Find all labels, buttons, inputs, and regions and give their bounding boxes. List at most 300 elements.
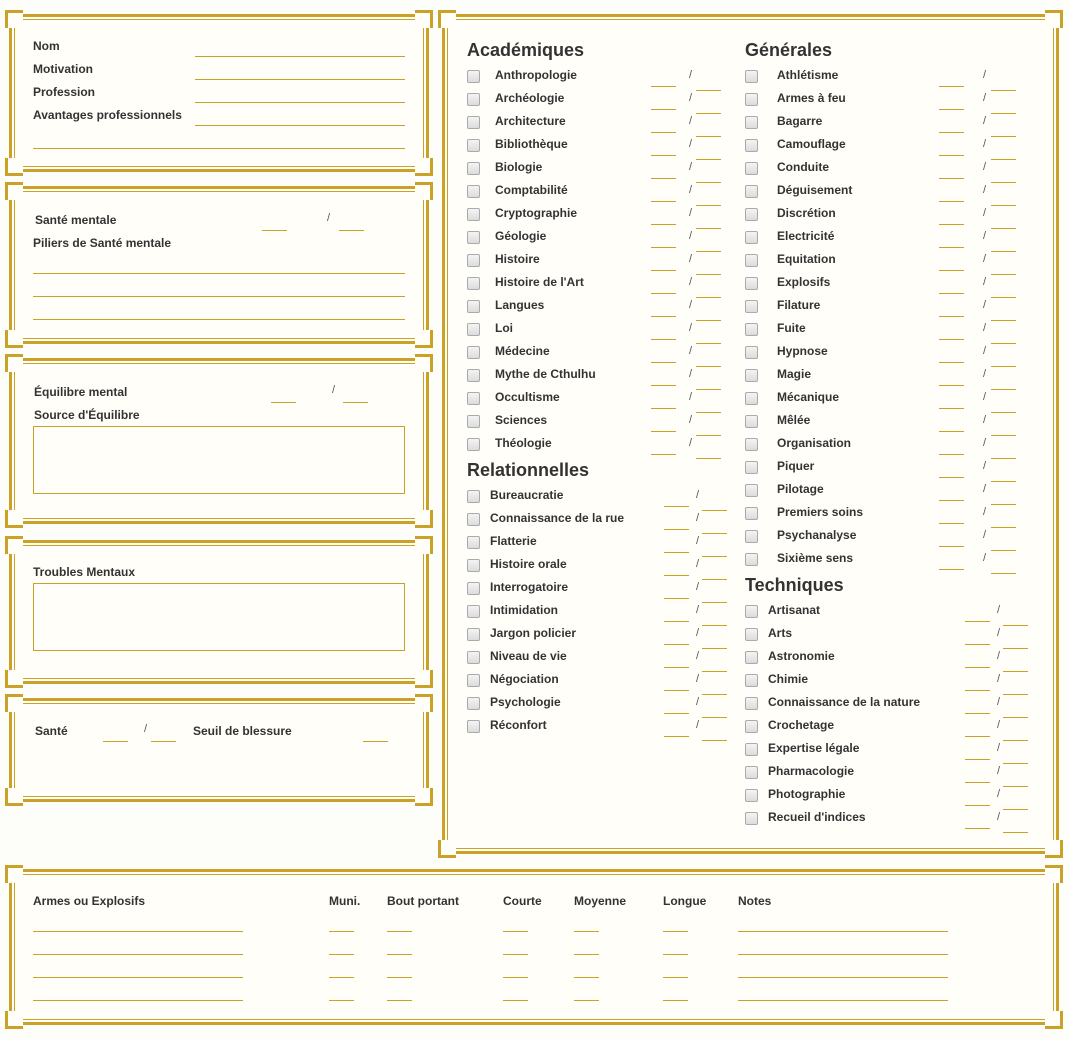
skill-value-input[interactable] (939, 500, 964, 501)
weapons-panel (9, 869, 1059, 1025)
separator-slash: / (997, 627, 1001, 639)
skill-value-input[interactable] (939, 339, 964, 340)
skill-value-input[interactable] (939, 132, 964, 133)
skill-value-input[interactable] (651, 316, 676, 317)
skill-checkbox[interactable] (467, 490, 480, 503)
skill-max-input[interactable] (991, 527, 1016, 528)
sante-current[interactable] (103, 741, 128, 742)
skill-label: Conduite (777, 160, 829, 174)
skill-value-input[interactable] (965, 736, 990, 737)
separator-slash: / (689, 230, 693, 242)
weapon-bout-input[interactable] (387, 931, 412, 932)
skill-max-input[interactable] (1003, 671, 1028, 672)
weapon-bout-input[interactable] (387, 954, 412, 955)
corner-ornament (5, 1011, 23, 1029)
skill-value-input[interactable] (939, 86, 964, 87)
skill-checkbox[interactable] (467, 231, 480, 244)
nom-label: Nom (33, 39, 60, 53)
skill-value-input[interactable] (939, 454, 964, 455)
skill-label: Jargon policier (490, 626, 577, 640)
skill-max-input[interactable] (696, 205, 721, 206)
skill-checkbox[interactable] (745, 766, 758, 779)
skill-checkbox[interactable] (745, 392, 758, 405)
weapons-moyenne-header: Moyenne (574, 894, 627, 908)
skill-value-input[interactable] (965, 713, 990, 714)
skill-value-input[interactable] (939, 431, 964, 432)
skill-value-input[interactable] (651, 155, 676, 156)
piliers-input-1[interactable] (33, 273, 405, 274)
skill-max-input[interactable] (696, 320, 721, 321)
skill-checkbox[interactable] (745, 461, 758, 474)
separator-slash: / (689, 92, 693, 104)
skill-label: Psychanalyse (777, 528, 857, 542)
skill-checkbox[interactable] (745, 605, 758, 618)
skill-max-input[interactable] (1003, 786, 1028, 787)
skill-max-input[interactable] (991, 343, 1016, 344)
skill-max-input[interactable] (696, 251, 721, 252)
sante-label: Santé (35, 724, 68, 738)
skill-value-input[interactable] (651, 385, 676, 386)
skill-checkbox[interactable] (745, 208, 758, 221)
skill-max-input[interactable] (1003, 740, 1028, 741)
skill-checkbox[interactable] (467, 536, 480, 549)
skill-checkbox[interactable] (745, 70, 758, 83)
skill-max-input[interactable] (696, 343, 721, 344)
weapon-muni-input[interactable] (329, 977, 354, 978)
skill-value-input[interactable] (965, 828, 990, 829)
skill-checkbox[interactable] (745, 507, 758, 520)
skill-value-input[interactable] (965, 690, 990, 691)
skill-checkbox[interactable] (467, 208, 480, 221)
skill-value-input[interactable] (664, 667, 689, 668)
skill-checkbox[interactable] (467, 93, 480, 106)
weapon-longue-input[interactable] (663, 931, 688, 932)
skill-value-input[interactable] (664, 621, 689, 622)
skill-checkbox[interactable] (467, 162, 480, 175)
separator-slash: / (983, 92, 987, 104)
weapon-name-input[interactable] (33, 1000, 243, 1001)
skill-value-input[interactable] (651, 224, 676, 225)
skill-max-input[interactable] (1003, 648, 1028, 649)
skill-max-input[interactable] (702, 533, 727, 534)
skill-max-input[interactable] (1003, 763, 1028, 764)
weapon-muni-input[interactable] (329, 931, 354, 932)
corner-ornament (5, 354, 23, 372)
skill-value-input[interactable] (939, 270, 964, 271)
skill-max-input[interactable] (991, 159, 1016, 160)
sante-mentale-max[interactable] (339, 230, 364, 231)
skill-label: Biologie (495, 160, 543, 174)
skill-value-input[interactable] (939, 362, 964, 363)
skill-checkbox[interactable] (745, 323, 758, 336)
skill-label: Hypnose (777, 344, 828, 358)
skill-max-input[interactable] (1003, 625, 1028, 626)
separator-slash: / (689, 69, 693, 81)
skill-checkbox[interactable] (467, 369, 480, 382)
skill-value-input[interactable] (651, 454, 676, 455)
skill-max-input[interactable] (991, 205, 1016, 206)
skill-max-input[interactable] (702, 740, 727, 741)
corner-ornament (5, 10, 23, 28)
skill-max-input[interactable] (991, 435, 1016, 436)
skill-max-input[interactable] (1003, 694, 1028, 695)
skill-max-input[interactable] (991, 320, 1016, 321)
skill-label: Pharmacologie (768, 764, 855, 778)
skill-max-input[interactable] (696, 113, 721, 114)
skill-max-input[interactable] (696, 366, 721, 367)
piliers-input-3[interactable] (33, 319, 405, 320)
skill-checkbox[interactable] (467, 720, 480, 733)
source-label: Source d'Équilibre (34, 408, 140, 422)
skill-max-input[interactable] (702, 671, 727, 672)
separator-slash: / (696, 673, 700, 685)
skill-checkbox[interactable] (467, 651, 480, 664)
skill-max-input[interactable] (702, 556, 727, 557)
sanity-panel (9, 186, 429, 344)
skill-max-input[interactable] (696, 389, 721, 390)
skill-checkbox[interactable] (467, 628, 480, 641)
skill-checkbox[interactable] (745, 628, 758, 641)
techniques-heading: Techniques (745, 575, 844, 595)
weapon-longue-input[interactable] (663, 977, 688, 978)
skill-checkbox[interactable] (467, 185, 480, 198)
weapon-notes-input[interactable] (738, 954, 948, 955)
source-textarea[interactable] (33, 426, 405, 494)
weapon-moyenne-input[interactable] (574, 977, 599, 978)
skill-checkbox[interactable] (745, 484, 758, 497)
skill-checkbox[interactable] (467, 323, 480, 336)
separator-slash: / (983, 184, 987, 196)
troubles-label: Troubles Mentaux (33, 565, 136, 579)
skill-value-input[interactable] (965, 759, 990, 760)
skill-checkbox[interactable] (467, 346, 480, 359)
skill-label: Bureaucratie (490, 488, 564, 502)
skill-label: Flatterie (490, 534, 537, 548)
skill-label: Equitation (777, 252, 836, 266)
seuil-label: Seuil de blessure (193, 724, 292, 738)
skill-max-input[interactable] (991, 251, 1016, 252)
skill-value-input[interactable] (664, 736, 689, 737)
motivation-input[interactable] (195, 79, 405, 80)
corner-ornament (5, 536, 23, 554)
skill-value-input[interactable] (664, 575, 689, 576)
skill-max-input[interactable] (991, 504, 1016, 505)
skill-value-input[interactable] (939, 178, 964, 179)
separator-slash: / (689, 437, 693, 449)
skill-checkbox[interactable] (467, 392, 480, 405)
separator-slash: / (689, 161, 693, 173)
skill-checkbox[interactable] (745, 231, 758, 244)
skill-max-input[interactable] (702, 602, 727, 603)
equilibre-label: Équilibre mental (34, 385, 128, 399)
skill-max-input[interactable] (696, 274, 721, 275)
separator-slash: / (696, 650, 700, 662)
skill-value-input[interactable] (965, 805, 990, 806)
skill-value-input[interactable] (651, 408, 676, 409)
skill-value-input[interactable] (965, 644, 990, 645)
corner-ornament (415, 510, 433, 528)
separator-slash: / (983, 69, 987, 81)
skill-checkbox[interactable] (467, 415, 480, 428)
skill-value-input[interactable] (965, 667, 990, 668)
skill-checkbox[interactable] (745, 438, 758, 451)
separator-slash: / (983, 437, 987, 449)
equilibre-current[interactable] (271, 402, 296, 403)
skill-max-input[interactable] (696, 159, 721, 160)
weapon-moyenne-input[interactable] (574, 931, 599, 932)
skill-checkbox[interactable] (745, 553, 758, 566)
skill-max-input[interactable] (991, 573, 1016, 574)
skill-checkbox[interactable] (467, 116, 480, 129)
avantages-input[interactable] (195, 125, 405, 126)
skill-value-input[interactable] (651, 201, 676, 202)
skill-value-input[interactable] (651, 362, 676, 363)
corner-ornament (415, 354, 433, 372)
skill-value-input[interactable] (965, 621, 990, 622)
skill-max-input[interactable] (702, 717, 727, 718)
skill-max-input[interactable] (702, 579, 727, 580)
seuil-input[interactable] (363, 741, 388, 742)
skill-value-input[interactable] (939, 155, 964, 156)
skill-checkbox[interactable] (467, 674, 480, 687)
skill-max-input[interactable] (696, 228, 721, 229)
troubles-textarea[interactable] (33, 583, 405, 651)
skill-checkbox[interactable] (745, 720, 758, 733)
weapon-bout-input[interactable] (387, 1000, 412, 1001)
skill-checkbox[interactable] (745, 185, 758, 198)
skill-checkbox[interactable] (467, 513, 480, 526)
profession-input[interactable] (195, 102, 405, 103)
skill-value-input[interactable] (651, 339, 676, 340)
skill-label: Déguisement (777, 183, 853, 197)
skill-max-input[interactable] (696, 136, 721, 137)
nom-input[interactable] (195, 56, 405, 57)
skill-label: Mécanique (777, 390, 840, 404)
skill-value-input[interactable] (664, 506, 689, 507)
skill-label: Discrétion (777, 206, 836, 220)
skill-value-input[interactable] (939, 385, 964, 386)
separator-slash: / (983, 529, 987, 541)
skill-checkbox[interactable] (745, 415, 758, 428)
skill-value-input[interactable] (939, 293, 964, 294)
skill-max-input[interactable] (702, 510, 727, 511)
skill-max-input[interactable] (702, 694, 727, 695)
equilibre-max[interactable] (343, 402, 368, 403)
weapon-courte-input[interactable] (503, 931, 528, 932)
skill-checkbox[interactable] (467, 582, 480, 595)
skill-value-input[interactable] (939, 523, 964, 524)
skill-value-input[interactable] (965, 782, 990, 783)
skill-max-input[interactable] (702, 625, 727, 626)
separator-slash: / (696, 512, 700, 524)
skill-checkbox[interactable] (467, 254, 480, 267)
skill-label: Connaissance de la nature (768, 695, 921, 709)
skill-max-input[interactable] (696, 297, 721, 298)
skill-max-input[interactable] (991, 458, 1016, 459)
skill-max-input[interactable] (1003, 809, 1028, 810)
skill-label: Recueil d'indices (768, 810, 866, 824)
weapon-notes-input[interactable] (738, 931, 948, 932)
skill-label: Piquer (777, 459, 815, 473)
skill-value-input[interactable] (651, 293, 676, 294)
skill-value-input[interactable] (664, 690, 689, 691)
weapon-courte-input[interactable] (503, 977, 528, 978)
weapon-muni-input[interactable] (329, 1000, 354, 1001)
skill-checkbox[interactable] (745, 674, 758, 687)
weapon-longue-input[interactable] (663, 954, 688, 955)
skill-value-input[interactable] (939, 408, 964, 409)
skill-value-input[interactable] (651, 178, 676, 179)
skill-checkbox[interactable] (467, 139, 480, 152)
weapons-longue-header: Longue (663, 894, 707, 908)
skill-value-input[interactable] (664, 598, 689, 599)
skill-value-input[interactable] (651, 270, 676, 271)
skill-label: Théologie (495, 436, 552, 450)
piliers-input-2[interactable] (33, 296, 405, 297)
skill-label: Cryptographie (495, 206, 578, 220)
skill-checkbox[interactable] (745, 651, 758, 664)
skill-checkbox[interactable] (745, 530, 758, 543)
skill-checkbox[interactable] (745, 697, 758, 710)
skill-value-input[interactable] (664, 552, 689, 553)
corner-ornament (5, 694, 23, 712)
separator-slash: / (689, 414, 693, 426)
skill-checkbox[interactable] (745, 812, 758, 825)
skill-max-input[interactable] (991, 550, 1016, 551)
skill-value-input[interactable] (939, 569, 964, 570)
separator-slash: / (997, 650, 1001, 662)
skill-checkbox[interactable] (745, 254, 758, 267)
skill-checkbox[interactable] (745, 277, 758, 290)
weapon-longue-input[interactable] (663, 1000, 688, 1001)
skill-value-input[interactable] (651, 247, 676, 248)
separator-slash: / (983, 483, 987, 495)
skill-max-input[interactable] (696, 458, 721, 459)
skill-value-input[interactable] (939, 109, 964, 110)
weapon-name-input[interactable] (33, 931, 243, 932)
skill-label: Arts (768, 626, 793, 640)
skill-max-input[interactable] (696, 90, 721, 91)
skill-value-input[interactable] (664, 644, 689, 645)
skill-value-input[interactable] (651, 86, 676, 87)
skill-value-input[interactable] (939, 316, 964, 317)
skill-checkbox[interactable] (745, 300, 758, 313)
skill-max-input[interactable] (991, 182, 1016, 183)
sante-mentale-current[interactable] (262, 230, 287, 231)
skill-checkbox[interactable] (467, 697, 480, 710)
skill-label: Intimidation (490, 603, 558, 617)
skill-max-input[interactable] (1003, 717, 1028, 718)
skill-value-input[interactable] (939, 546, 964, 547)
skill-label: Premiers soins (777, 505, 864, 519)
skill-max-input[interactable] (702, 648, 727, 649)
separator-slash: / (696, 489, 700, 501)
skill-checkbox[interactable] (745, 116, 758, 129)
weapon-name-input[interactable] (33, 954, 243, 955)
skill-value-input[interactable] (651, 431, 676, 432)
skill-max-input[interactable] (696, 412, 721, 413)
skill-label: Expertise légale (768, 741, 860, 755)
weapon-courte-input[interactable] (503, 954, 528, 955)
academiques-heading: Académiques (467, 40, 585, 60)
weapon-notes-input[interactable] (738, 977, 948, 978)
skill-checkbox[interactable] (745, 162, 758, 175)
weapon-moyenne-input[interactable] (574, 1000, 599, 1001)
separator-slash: / (696, 604, 700, 616)
skill-label: Sciences (495, 413, 548, 427)
separator-slash: / (997, 742, 1001, 754)
skill-checkbox[interactable] (467, 559, 480, 572)
skill-max-input[interactable] (696, 435, 721, 436)
separator-slash: / (689, 368, 693, 380)
weapon-bout-input[interactable] (387, 977, 412, 978)
skill-value-input[interactable] (939, 477, 964, 478)
separator-slash: / (983, 276, 987, 288)
skill-checkbox[interactable] (467, 277, 480, 290)
skill-max-input[interactable] (991, 481, 1016, 482)
skill-max-input[interactable] (991, 297, 1016, 298)
skill-checkbox[interactable] (467, 300, 480, 313)
skill-value-input[interactable] (651, 132, 676, 133)
skill-value-input[interactable] (939, 247, 964, 248)
separator-slash: / (689, 322, 693, 334)
skill-max-input[interactable] (991, 136, 1016, 137)
skill-checkbox[interactable] (745, 346, 758, 359)
skill-checkbox[interactable] (745, 789, 758, 802)
skill-checkbox[interactable] (467, 70, 480, 83)
sante-max[interactable] (151, 741, 176, 742)
skill-value-input[interactable] (664, 529, 689, 530)
skill-max-input[interactable] (991, 366, 1016, 367)
skill-max-input[interactable] (696, 182, 721, 183)
skill-checkbox[interactable] (745, 743, 758, 756)
skill-max-input[interactable] (991, 228, 1016, 229)
corner-ornament (1045, 10, 1063, 28)
skill-label: Réconfort (490, 718, 547, 732)
profession-label: Profession (33, 85, 96, 99)
skill-max-input[interactable] (991, 90, 1016, 91)
skill-checkbox[interactable] (745, 369, 758, 382)
separator-slash: / (144, 723, 148, 735)
skill-value-input[interactable] (939, 224, 964, 225)
weapon-notes-input[interactable] (738, 1000, 948, 1001)
skill-max-input[interactable] (991, 113, 1016, 114)
weapon-muni-input[interactable] (329, 954, 354, 955)
skill-checkbox[interactable] (467, 438, 480, 451)
skill-max-input[interactable] (991, 389, 1016, 390)
corner-ornament (438, 10, 456, 28)
weapon-name-input[interactable] (33, 977, 243, 978)
separator-slash: / (696, 535, 700, 547)
skill-max-input[interactable] (991, 412, 1016, 413)
skill-label: Loi (495, 321, 513, 335)
separator-slash: / (332, 384, 336, 396)
skill-max-input[interactable] (1003, 832, 1028, 833)
weapon-courte-input[interactable] (503, 1000, 528, 1001)
skill-checkbox[interactable] (745, 139, 758, 152)
skill-label: Crochetage (768, 718, 835, 732)
skill-label: Comptabilité (495, 183, 568, 197)
weapon-moyenne-input[interactable] (574, 954, 599, 955)
skill-value-input[interactable] (664, 713, 689, 714)
skill-checkbox[interactable] (745, 93, 758, 106)
skill-checkbox[interactable] (467, 605, 480, 618)
skill-value-input[interactable] (651, 109, 676, 110)
separator-slash: / (983, 299, 987, 311)
skill-value-input[interactable] (939, 201, 964, 202)
skill-max-input[interactable] (991, 274, 1016, 275)
avantages-input-extra[interactable] (33, 148, 405, 149)
